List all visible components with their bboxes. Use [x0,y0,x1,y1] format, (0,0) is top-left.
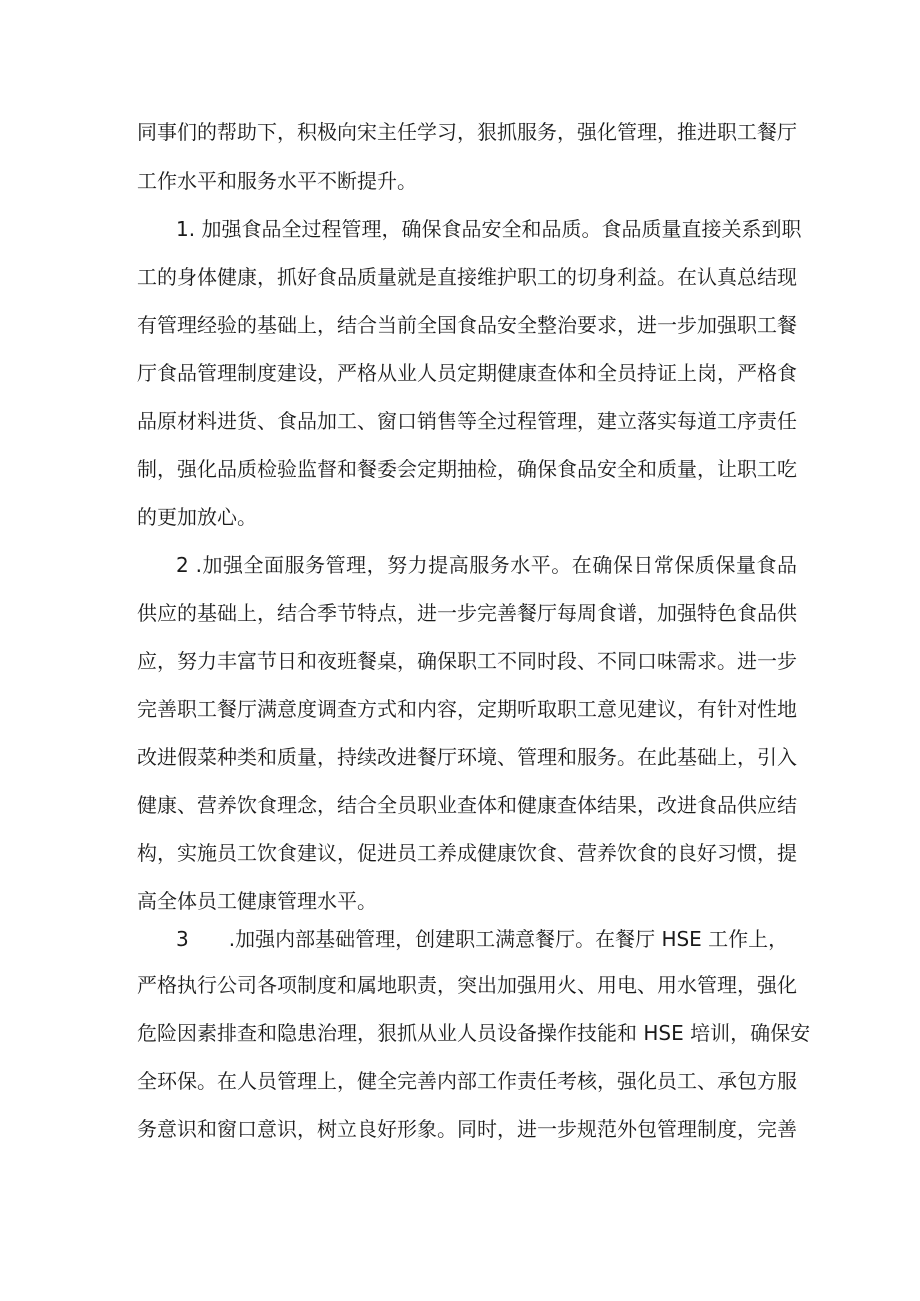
text-line: 构，实施员工饮食建议，促进员工养成健康饮食、营养饮食的良好习惯，提 [137,841,797,865]
text-line: 3 .加强内部基础管理，创建职工满意餐厅。在餐厅 HSE 工作上， [176,927,789,951]
text-line: 1. 加强食品全过程管理，确保食品安全和品质。食品质量直接关系到职 [176,217,802,241]
text-line: 完善职工餐厅满意度调查方式和内容，定期听取职工意见建议，有针对性地 [137,697,797,721]
text-line: 工的身体健康，抓好食品质量就是直接维护职工的切身利益。在认真总结现 [137,265,797,289]
text-line: 有管理经验的基础上，结合当前全国食品安全整治要求，进一步加强职工餐 [137,313,797,337]
text-line: 健康、营养饮食理念，结合全员职业查体和健康查体结果，改进食品供应结 [137,793,797,817]
text-line: 务意识和窗口意识，树立良好形象。同时，进一步规范外包管理制度，完善 [137,1117,797,1141]
text-line: 的更加放心。 [137,505,257,529]
text-line: 严格执行公司各项制度和属地职责，突出加强用火、用电、用水管理，强化 [137,973,797,997]
text-line: 改进假菜种类和质量，持续改进餐厅环境、管理和服务。在此基础上，引入 [137,745,797,769]
text-line: 危险因素排查和隐患治理，狠抓从业人员设备操作技能和 HSE 培训，确保安 [137,1021,811,1045]
text-line: 高全体员工健康管理水平。 [137,889,377,913]
text-line: 全环保。在人员管理上，健全完善内部工作责任考核，强化员工、承包方服 [137,1069,797,1093]
text-line: 供应的基础上，结合季节特点，进一步完善餐厅每周食谱，加强特色食品供 [137,601,797,625]
text-line: 工作水平和服务水平不断提升。 [137,169,417,193]
text-line: 制，强化品质检验监督和餐委会定期抽检，确保食品安全和质量，让职工吃 [137,457,797,481]
text-line: 品原材料进货、食品加工、窗口销售等全过程管理，建立落实每道工序责任 [137,409,797,433]
text-line: 厅食品管理制度建设，严格从业人员定期健康查体和全员持证上岗，严格食 [137,361,797,385]
text-line: 应，努力丰富节日和夜班餐桌，确保职工不同时段、不同口味需求。进一步 [137,649,797,673]
text-line: 同事们的帮助下，积极向宋主任学习，狠抓服务，强化管理，推进职工餐厅 [137,120,797,144]
text-line: 2 .加强全面服务管理，努力提高服务水平。在确保日常保质保量食品 [176,553,797,577]
